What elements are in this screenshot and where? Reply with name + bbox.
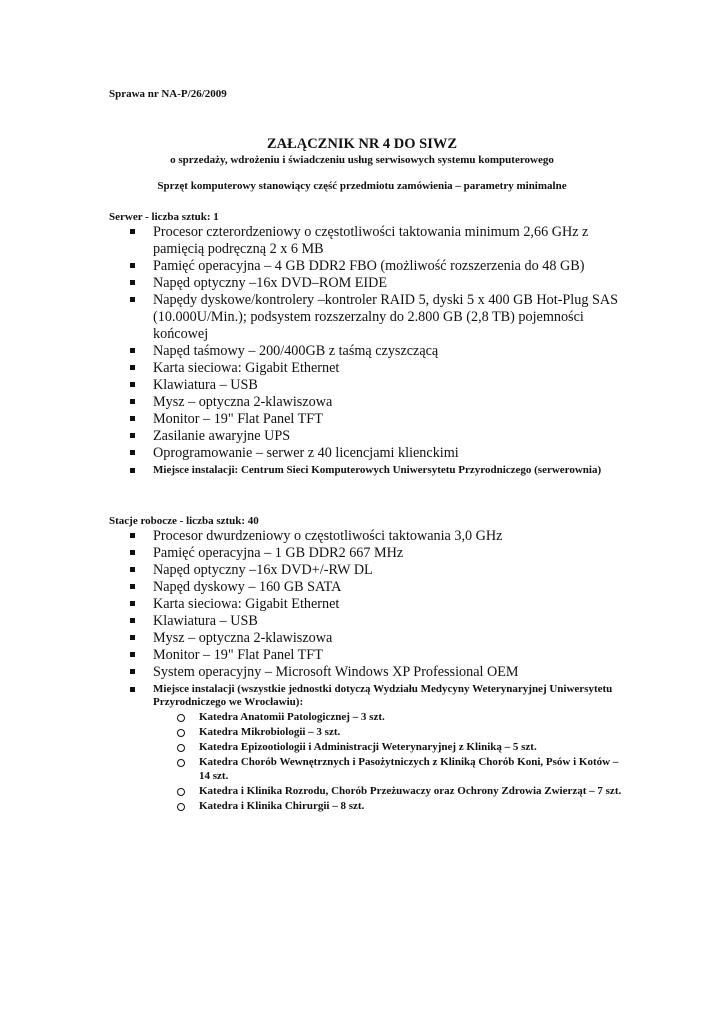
list-item <box>128 360 628 377</box>
square-bullet-icon <box>130 399 135 404</box>
list-item <box>128 630 628 647</box>
circle-bullet-icon <box>177 714 185 722</box>
circle-bullet-icon <box>177 729 185 737</box>
list-item <box>128 377 628 394</box>
department-item <box>177 756 628 783</box>
list-item <box>128 258 628 275</box>
server-section-label: Serwer - liczba sztuk: 1 <box>109 211 219 223</box>
department-item <box>177 785 628 799</box>
list-item-text: Karta sieciowa: Gigabit Ethernet <box>153 596 340 612</box>
list-item-text: Napęd optyczny –16x DVD–ROM EIDE <box>153 275 388 291</box>
department-text: Katedra Mikrobiologii – 3 szt. <box>199 726 341 738</box>
department-text: Katedra i Klinika Chirurgii – 8 szt. <box>199 799 365 812</box>
square-bullet-icon <box>130 348 135 353</box>
list-item <box>128 428 628 445</box>
workstations-spec-list <box>128 528 628 816</box>
square-bullet-icon <box>130 584 135 589</box>
list-item <box>128 647 628 664</box>
department-text: Katedra Chorób Wewnętrznych i Pasożytniczych z Kliniką Chorób Koni, Psów i Kotów – 14 szt. <box>199 756 619 782</box>
square-bullet-icon <box>130 365 135 370</box>
square-bullet-icon <box>130 618 135 623</box>
circle-bullet-icon <box>177 803 185 811</box>
list-item-text: Procesor dwurdzeniowy o częstotliwości taktowania 3,0 GHz <box>153 528 503 544</box>
list-item <box>128 224 628 258</box>
list-item-text: Klawiatura – USB <box>153 613 258 629</box>
department-item <box>177 800 628 814</box>
square-bullet-icon <box>130 229 135 234</box>
department-text: Katedra Epizootiologii i Administracji Weterynaryjnej z Kliniką – 5 szt. <box>199 741 537 753</box>
square-bullet-icon <box>130 297 135 302</box>
list-item-text: Pamięć operacyjna – 1 GB DDR2 667 MHz <box>153 545 404 561</box>
title-block <box>0 136 724 167</box>
department-list <box>153 711 628 813</box>
workstations-section-label: Stacje robocze - liczba sztuk: 40 <box>109 515 259 527</box>
list-item-text: Napędy dyskowe/kontrolery –kontroler RAID 5, dyski 5 x 400 GB Hot-Plug SAS (10.000U/Min.); podsystem rozszerzalny do 2.800 GB (2,8 TB) pojemności końcowej <box>153 292 619 342</box>
square-bullet-icon <box>130 601 135 606</box>
installation-location-text: Miejsce instalacji (wszystkie jednostki dotyczą Wydziału Medycyny Weterynaryjnej Uniwersytetu Przyrodniczego we Wrocławiu): <box>153 683 613 708</box>
department-item <box>177 741 628 755</box>
list-item <box>128 292 628 343</box>
list-item-text: System operacyjny – Microsoft Windows XP Professional OEM <box>153 664 519 680</box>
server-spec-list <box>128 224 628 478</box>
list-item <box>128 343 628 360</box>
list-item <box>128 596 628 613</box>
list-item-text: Monitor – 19" Flat Panel TFT <box>153 411 323 427</box>
list-item <box>128 545 628 562</box>
square-bullet-icon <box>130 567 135 572</box>
list-item-text: Napęd taśmowy – 200/400GB z taśmą czyszczącą <box>153 343 439 359</box>
list-item <box>128 411 628 428</box>
list-item-text: Zasilanie awaryjne UPS <box>153 428 291 444</box>
installation-location <box>128 462 628 478</box>
list-item <box>128 394 628 411</box>
square-bullet-icon <box>130 433 135 438</box>
square-bullet-icon <box>130 533 135 538</box>
list-item-text: Procesor czterordzeniowy o częstotliwości taktowania minimum 2,66 GHz z pamięcią podręczną 2 x 6 MB <box>153 224 589 257</box>
installation-location <box>128 681 628 816</box>
department-item <box>177 711 628 725</box>
list-item-text: Monitor – 19" Flat Panel TFT <box>153 647 323 663</box>
list-item-text: Napęd dyskowy – 160 GB SATA <box>153 579 342 595</box>
square-bullet-icon <box>130 669 135 674</box>
list-item-text: Karta sieciowa: Gigabit Ethernet <box>153 360 340 376</box>
list-item <box>128 613 628 630</box>
installation-location-text: Miejsce instalacji: Centrum Sieci Komputerowych Uniwersytetu Przyrodniczego (serwerownia) <box>153 464 602 476</box>
list-item-text: Mysz – optyczna 2-klawiszowa <box>153 630 333 646</box>
list-item <box>128 445 628 462</box>
square-bullet-icon <box>130 635 135 640</box>
department-text: Katedra Anatomii Patologicznej – 3 szt. <box>199 711 385 723</box>
list-item-text: Mysz – optyczna 2-klawiszowa <box>153 394 333 410</box>
square-bullet-icon <box>130 280 135 285</box>
list-item-text: Pamięć operacyjna – 4 GB DDR2 FBO (możliwość rozszerzenia do 48 GB) <box>153 258 585 274</box>
department-text: Katedra i Klinika Rozrodu, Chorób Przeżuwaczy oraz Ochrony Zdrowia Zwierząt – 7 szt. <box>199 784 622 797</box>
list-item <box>128 275 628 292</box>
list-item <box>128 528 628 545</box>
square-bullet-icon <box>130 468 135 473</box>
square-bullet-icon <box>130 416 135 421</box>
list-item <box>128 562 628 579</box>
circle-bullet-icon <box>177 744 185 752</box>
square-bullet-icon <box>130 652 135 657</box>
document-title: ZAŁĄCZNIK NR 4 DO SIWZ <box>266 136 458 152</box>
circle-bullet-icon <box>177 788 185 796</box>
department-item <box>177 726 628 740</box>
list-item-text: Klawiatura – USB <box>153 377 258 393</box>
case-number: Sprawa nr NA-P/26/2009 <box>109 88 227 100</box>
list-item-text: Napęd optyczny –16x DVD+/-RW DL <box>153 562 373 578</box>
section-heading: Sprzęt komputerowy stanowiący część przedmiotu zamówienia – parametry minimalne <box>157 180 567 192</box>
list-item <box>128 579 628 596</box>
square-bullet-icon <box>130 263 135 268</box>
list-item-text: Oprogramowanie – serwer z 40 licencjami klienckimi <box>153 445 459 461</box>
document-subtitle: o sprzedaży, wdrożeniu i świadczeniu usług serwisowych systemu komputerowego <box>170 154 554 166</box>
circle-bullet-icon <box>177 759 185 767</box>
square-bullet-icon <box>130 450 135 455</box>
square-bullet-icon <box>130 382 135 387</box>
square-bullet-icon <box>130 550 135 555</box>
square-bullet-icon <box>130 687 135 692</box>
list-item <box>128 664 628 681</box>
